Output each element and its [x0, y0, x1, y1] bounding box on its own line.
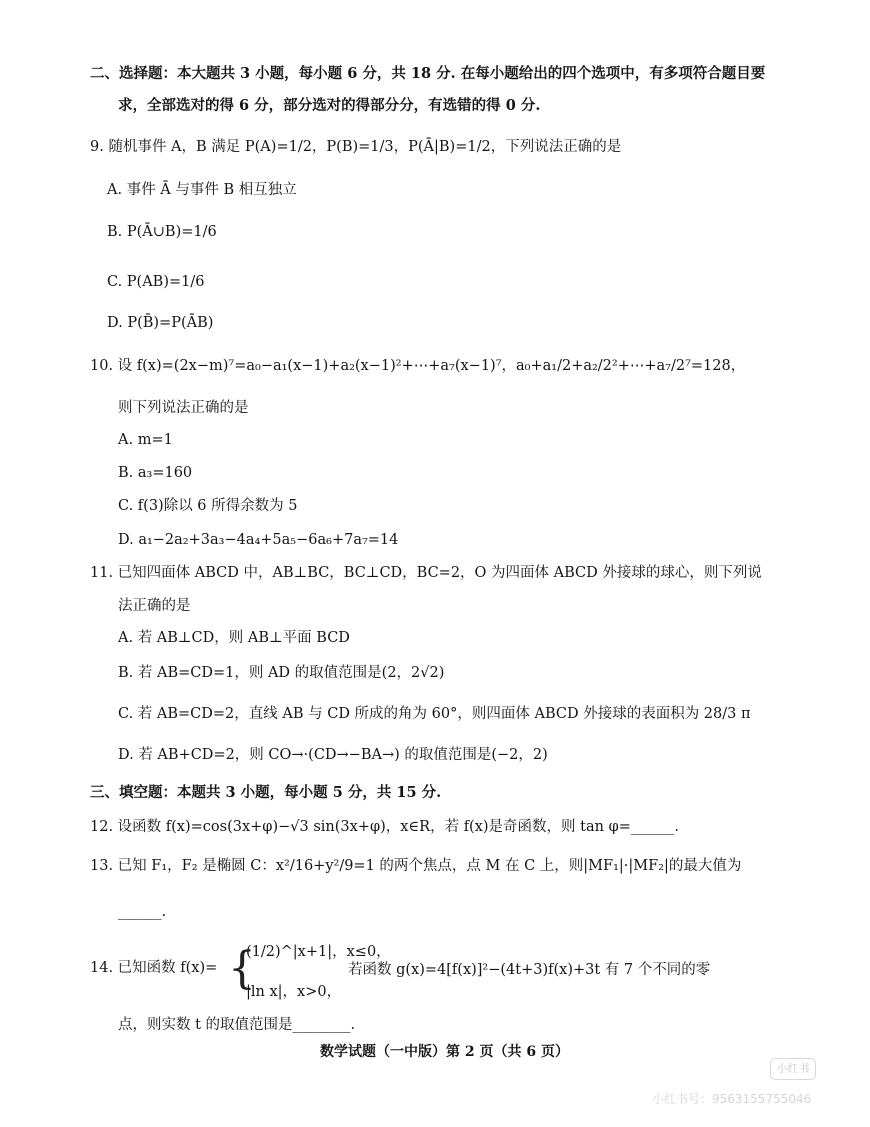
q11-option-c: C. 若 AB=CD=2，直线 AB 与 CD 所成的角为 60°，则四面体 ABCD 外接球的表面积为 28/3 π	[118, 706, 751, 722]
q14-stem-line-2: 点，则实数 t 的取值范围是________.	[118, 1017, 356, 1033]
q10-option-a: A. m=1	[118, 432, 173, 448]
q13-stem: 13. 已知 F₁，F₂ 是椭圆 C：x²/16+y²/9=1 的两个焦点，点 M 在 C 上，则|MF₁|·|MF₂|的最大值为	[90, 858, 742, 874]
q11-stem-line-2: 法正确的是	[118, 598, 191, 614]
q10-option-c: C. f(3)除以 6 所得余数为 5	[118, 498, 298, 514]
fill-blank-header: 三、填空题：本题共 3 小题，每小题 5 分，共 15 分.	[90, 784, 442, 801]
q9-option-a: A. 事件 Ā 与事件 B 相互独立	[107, 182, 297, 198]
multi-choice-header-line-2: 求，全部选对的得 6 分，部分选对的得部分分，有选错的得 0 分.	[118, 97, 541, 114]
q9-option-d: D. P(B̄)=P(ĀB)	[107, 315, 214, 331]
q10-stem-line-1: 10. 设 f(x)=(2x−m)⁷=a₀−a₁(x−1)+a₂(x−1)²+⋯+a₇(x−1)⁷，a₀+a₁/2+a₂/2²+⋯+a₇/2⁷=128，	[90, 358, 746, 374]
watermark-text: 小红书号：9563155755046	[652, 1092, 812, 1106]
q14-stem-tail: 若函数 g(x)=4[f(x)]²−(4t+3)f(x)+3t 有 7 个不同的零	[348, 962, 711, 978]
q9-stem: 9. 随机事件 A，B 满足 P(A)=1/2，P(B)=1/3，P(Ā|B)=1/2，下列说法正确的是	[90, 139, 622, 155]
q9-option-b: B. P(Ā∪B)=1/6	[107, 224, 217, 240]
q14-lead: 14. 已知函数 f(x)=	[90, 960, 218, 976]
q9-option-c: C. P(AB)=1/6	[107, 274, 205, 290]
q14-case-1: (1/2)^|x+1|，x≤0，	[246, 944, 391, 960]
q10-option-b: B. a₃=160	[118, 465, 193, 481]
q11-option-d: D. 若 AB+CD=2，则 CO→·(CD→−BA→) 的取值范围是(−2，2)	[118, 747, 548, 763]
page-footer: 数学试题（一中版）第 2 页（共 6 页）	[320, 1044, 569, 1060]
q11-option-b: B. 若 AB=CD=1，则 AD 的取值范围是(2，2√2)	[118, 665, 445, 681]
multi-choice-header-line-1: 二、选择题：本大题共 3 小题，每小题 6 分，共 18 分. 在每小题给出的四个选项中，有多项符合题目要	[90, 65, 766, 82]
q11-option-a: A. 若 AB⊥CD，则 AB⊥平面 BCD	[118, 630, 350, 646]
q12-stem: 12. 设函数 f(x)=cos(3x+φ)−√3 sin(3x+φ)，x∈R，若 f(x)是奇函数，则 tan φ=______.	[90, 819, 679, 835]
q10-stem-line-2: 则下列说法正确的是	[118, 400, 249, 416]
q11-stem-line-1: 11. 已知四面体 ABCD 中，AB⊥BC，BC⊥CD，BC=2，O 为四面体 ABCD 外接球的球心，则下列说	[90, 565, 762, 581]
q13-blank: ______.	[118, 904, 167, 920]
q10-option-d: D. a₁−2a₂+3a₃−4a₄+5a₅−6a₆+7a₇=14	[118, 532, 399, 548]
watermark-badge: 小红书	[770, 1058, 816, 1080]
q14-case-2: |ln x|，x>0，	[246, 984, 342, 1000]
q14-brace: {	[228, 943, 256, 994]
